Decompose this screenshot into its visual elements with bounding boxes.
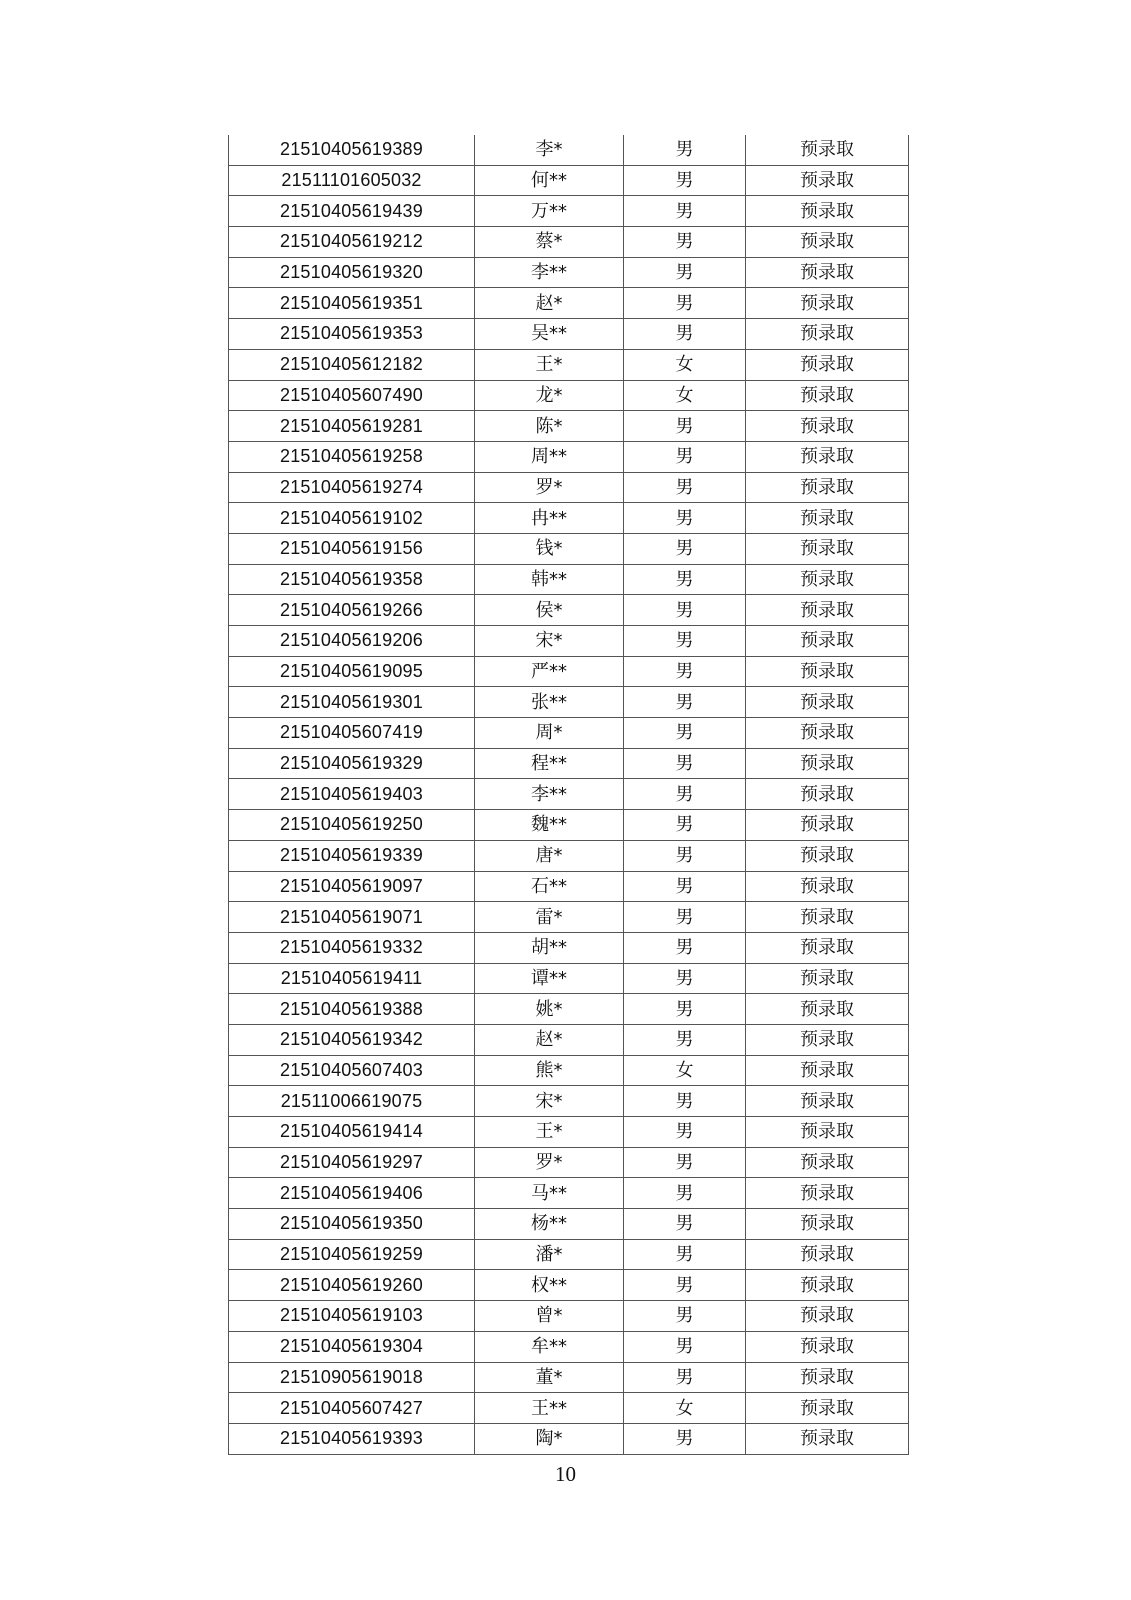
name-cell: 熊* xyxy=(475,1055,624,1086)
exam-number-cell: 21510405619350 xyxy=(229,1209,475,1240)
status-cell: 预录取 xyxy=(746,718,909,749)
gender-cell: 男 xyxy=(624,994,746,1025)
status-cell: 预录取 xyxy=(746,748,909,779)
status-cell: 预录取 xyxy=(746,1147,909,1178)
status-cell: 预录取 xyxy=(746,1362,909,1393)
name-cell: 王* xyxy=(475,1117,624,1148)
table-row xyxy=(229,1086,909,1117)
table-row xyxy=(229,687,909,718)
exam-number-cell: 21510405619358 xyxy=(229,564,475,595)
table-row xyxy=(229,411,909,442)
status-cell: 预录取 xyxy=(746,1301,909,1332)
status-cell: 预录取 xyxy=(746,227,909,258)
gender-cell: 男 xyxy=(624,963,746,994)
exam-number-cell: 21510405619259 xyxy=(229,1239,475,1270)
table-body xyxy=(229,135,909,1454)
status-cell: 预录取 xyxy=(746,564,909,595)
status-cell: 预录取 xyxy=(746,165,909,196)
name-cell: 严** xyxy=(475,656,624,687)
name-cell: 陈* xyxy=(475,411,624,442)
table-row xyxy=(229,319,909,350)
gender-cell: 男 xyxy=(624,748,746,779)
name-cell: 董* xyxy=(475,1362,624,1393)
status-cell: 预录取 xyxy=(746,135,909,165)
name-cell: 潘* xyxy=(475,1239,624,1270)
gender-cell: 男 xyxy=(624,1331,746,1362)
table-row xyxy=(229,1024,909,1055)
status-cell: 预录取 xyxy=(746,840,909,871)
table-row xyxy=(229,871,909,902)
exam-number-cell: 21510405619250 xyxy=(229,810,475,841)
gender-cell: 男 xyxy=(624,1209,746,1240)
status-cell: 预录取 xyxy=(746,810,909,841)
exam-number-cell: 21510405607419 xyxy=(229,718,475,749)
table-row xyxy=(229,626,909,657)
gender-cell: 男 xyxy=(624,411,746,442)
gender-cell: 男 xyxy=(624,165,746,196)
name-cell: 吴** xyxy=(475,319,624,350)
name-cell: 宋* xyxy=(475,626,624,657)
status-cell: 预录取 xyxy=(746,441,909,472)
name-cell: 王* xyxy=(475,349,624,380)
name-cell: 何** xyxy=(475,165,624,196)
gender-cell: 男 xyxy=(624,503,746,534)
name-cell: 唐* xyxy=(475,840,624,871)
table-row xyxy=(229,1209,909,1240)
gender-cell: 男 xyxy=(624,1270,746,1301)
name-cell: 李** xyxy=(475,257,624,288)
status-cell: 预录取 xyxy=(746,319,909,350)
table-row xyxy=(229,257,909,288)
gender-cell: 男 xyxy=(624,257,746,288)
exam-number-cell: 21510405619342 xyxy=(229,1024,475,1055)
status-cell: 预录取 xyxy=(746,1331,909,1362)
status-cell: 预录取 xyxy=(746,288,909,319)
admission-table xyxy=(228,135,904,1455)
exam-number-cell: 21510905619018 xyxy=(229,1362,475,1393)
table-row xyxy=(229,963,909,994)
name-cell: 陶* xyxy=(475,1423,624,1454)
gender-cell: 男 xyxy=(624,288,746,319)
name-cell: 赵* xyxy=(475,288,624,319)
name-cell: 牟** xyxy=(475,1331,624,1362)
gender-cell: 男 xyxy=(624,932,746,963)
exam-number-cell: 21510405607490 xyxy=(229,380,475,411)
gender-cell: 男 xyxy=(624,1147,746,1178)
gender-cell: 男 xyxy=(624,1117,746,1148)
table-row xyxy=(229,748,909,779)
status-cell: 预录取 xyxy=(746,932,909,963)
table-row xyxy=(229,1301,909,1332)
table-row xyxy=(229,533,909,564)
name-cell: 蔡* xyxy=(475,227,624,258)
name-cell: 周** xyxy=(475,441,624,472)
table-row xyxy=(229,1393,909,1424)
table-row xyxy=(229,196,909,227)
status-cell: 预录取 xyxy=(746,1393,909,1424)
status-cell: 预录取 xyxy=(746,1055,909,1086)
gender-cell: 男 xyxy=(624,1301,746,1332)
exam-number-cell: 21510405619304 xyxy=(229,1331,475,1362)
exam-number-cell: 21510405619388 xyxy=(229,994,475,1025)
name-cell: 程** xyxy=(475,748,624,779)
exam-number-cell: 21510405607427 xyxy=(229,1393,475,1424)
exam-number-cell: 21510405619266 xyxy=(229,595,475,626)
name-cell: 谭** xyxy=(475,963,624,994)
gender-cell: 男 xyxy=(624,718,746,749)
gender-cell: 女 xyxy=(624,349,746,380)
gender-cell: 男 xyxy=(624,1423,746,1454)
exam-number-cell: 21510405619393 xyxy=(229,1423,475,1454)
table-row xyxy=(229,1331,909,1362)
exam-number-cell: 21510405619332 xyxy=(229,932,475,963)
status-cell: 预录取 xyxy=(746,503,909,534)
name-cell: 胡** xyxy=(475,932,624,963)
exam-number-cell: 21510405619097 xyxy=(229,871,475,902)
name-cell: 李* xyxy=(475,135,624,165)
exam-number-cell: 21510405619103 xyxy=(229,1301,475,1332)
table-row xyxy=(229,165,909,196)
gender-cell: 男 xyxy=(624,1024,746,1055)
name-cell: 韩** xyxy=(475,564,624,595)
table-row xyxy=(229,656,909,687)
status-cell: 预录取 xyxy=(746,349,909,380)
table-row xyxy=(229,840,909,871)
gender-cell: 男 xyxy=(624,227,746,258)
gender-cell: 男 xyxy=(624,319,746,350)
gender-cell: 男 xyxy=(624,135,746,165)
gender-cell: 男 xyxy=(624,687,746,718)
exam-number-cell: 21510405619258 xyxy=(229,441,475,472)
exam-number-cell: 21510405619156 xyxy=(229,533,475,564)
gender-cell: 女 xyxy=(624,1393,746,1424)
exam-number-cell: 21510405619329 xyxy=(229,748,475,779)
exam-number-cell: 21510405619260 xyxy=(229,1270,475,1301)
exam-number-cell: 21511006619075 xyxy=(229,1086,475,1117)
table-row xyxy=(229,1147,909,1178)
status-cell: 预录取 xyxy=(746,902,909,933)
gender-cell: 男 xyxy=(624,871,746,902)
exam-number-cell: 21510405619320 xyxy=(229,257,475,288)
table-row xyxy=(229,564,909,595)
table-row xyxy=(229,288,909,319)
exam-number-cell: 21510405619095 xyxy=(229,656,475,687)
table-row xyxy=(229,1055,909,1086)
gender-cell: 男 xyxy=(624,902,746,933)
name-cell: 龙* xyxy=(475,380,624,411)
table-row xyxy=(229,1423,909,1454)
table-row xyxy=(229,1117,909,1148)
gender-cell: 男 xyxy=(624,1362,746,1393)
table-row xyxy=(229,1270,909,1301)
status-cell: 预录取 xyxy=(746,1086,909,1117)
status-cell: 预录取 xyxy=(746,779,909,810)
status-cell: 预录取 xyxy=(746,1024,909,1055)
exam-number-cell: 21510405619351 xyxy=(229,288,475,319)
table-row xyxy=(229,349,909,380)
name-cell: 李** xyxy=(475,779,624,810)
status-cell: 预录取 xyxy=(746,1239,909,1270)
exam-number-cell: 21510405619071 xyxy=(229,902,475,933)
gender-cell: 男 xyxy=(624,595,746,626)
table-row xyxy=(229,380,909,411)
name-cell: 侯* xyxy=(475,595,624,626)
table-row xyxy=(229,902,909,933)
status-cell: 预录取 xyxy=(746,595,909,626)
table-row xyxy=(229,227,909,258)
name-cell: 张** xyxy=(475,687,624,718)
name-cell: 杨** xyxy=(475,1209,624,1240)
table-row xyxy=(229,1178,909,1209)
exam-number-cell: 21510405619353 xyxy=(229,319,475,350)
name-cell: 罗* xyxy=(475,1147,624,1178)
table-row xyxy=(229,932,909,963)
gender-cell: 男 xyxy=(624,840,746,871)
status-cell: 预录取 xyxy=(746,963,909,994)
status-cell: 预录取 xyxy=(746,656,909,687)
gender-cell: 男 xyxy=(624,196,746,227)
status-cell: 预录取 xyxy=(746,1178,909,1209)
table-row xyxy=(229,718,909,749)
exam-number-cell: 21511101605032 xyxy=(229,165,475,196)
gender-cell: 男 xyxy=(624,1178,746,1209)
exam-number-cell: 21510405619301 xyxy=(229,687,475,718)
status-cell: 预录取 xyxy=(746,1209,909,1240)
status-cell: 预录取 xyxy=(746,1117,909,1148)
gender-cell: 男 xyxy=(624,441,746,472)
name-cell: 冉** xyxy=(475,503,624,534)
exam-number-cell: 21510405619274 xyxy=(229,472,475,503)
name-cell: 万** xyxy=(475,196,624,227)
table-row xyxy=(229,1362,909,1393)
gender-cell: 男 xyxy=(624,626,746,657)
exam-number-cell: 21510405612182 xyxy=(229,349,475,380)
status-cell: 预录取 xyxy=(746,196,909,227)
name-cell: 赵* xyxy=(475,1024,624,1055)
gender-cell: 男 xyxy=(624,533,746,564)
gender-cell: 男 xyxy=(624,472,746,503)
name-cell: 权** xyxy=(475,1270,624,1301)
exam-number-cell: 21510405619297 xyxy=(229,1147,475,1178)
table-row xyxy=(229,503,909,534)
exam-number-cell: 21510405619339 xyxy=(229,840,475,871)
table-row xyxy=(229,810,909,841)
gender-cell: 男 xyxy=(624,656,746,687)
name-cell: 雷* xyxy=(475,902,624,933)
exam-number-cell: 21510405619102 xyxy=(229,503,475,534)
table-row xyxy=(229,1239,909,1270)
name-cell: 魏** xyxy=(475,810,624,841)
gender-cell: 女 xyxy=(624,380,746,411)
status-cell: 预录取 xyxy=(746,380,909,411)
exam-number-cell: 21510405619439 xyxy=(229,196,475,227)
table-row xyxy=(229,994,909,1025)
gender-cell: 男 xyxy=(624,1239,746,1270)
table-row xyxy=(229,595,909,626)
exam-number-cell: 21510405619411 xyxy=(229,963,475,994)
name-cell: 姚* xyxy=(475,994,624,1025)
gender-cell: 男 xyxy=(624,1086,746,1117)
status-cell: 预录取 xyxy=(746,1270,909,1301)
gender-cell: 男 xyxy=(624,779,746,810)
name-cell: 曾* xyxy=(475,1301,624,1332)
table-row xyxy=(229,472,909,503)
page-number: 10 xyxy=(555,1462,576,1486)
exam-number-cell: 21510405619406 xyxy=(229,1178,475,1209)
gender-cell: 女 xyxy=(624,1055,746,1086)
name-cell: 罗* xyxy=(475,472,624,503)
name-cell: 钱* xyxy=(475,533,624,564)
status-cell: 预录取 xyxy=(746,687,909,718)
exam-number-cell: 21510405619389 xyxy=(229,135,475,165)
name-cell: 宋* xyxy=(475,1086,624,1117)
exam-number-cell: 21510405619206 xyxy=(229,626,475,657)
gender-cell: 男 xyxy=(624,810,746,841)
status-cell: 预录取 xyxy=(746,871,909,902)
name-cell: 石** xyxy=(475,871,624,902)
exam-number-cell: 21510405619403 xyxy=(229,779,475,810)
name-cell: 周* xyxy=(475,718,624,749)
exam-number-cell: 21510405619281 xyxy=(229,411,475,442)
status-cell: 预录取 xyxy=(746,994,909,1025)
status-cell: 预录取 xyxy=(746,1423,909,1454)
gender-cell: 男 xyxy=(624,564,746,595)
table-row xyxy=(229,441,909,472)
exam-number-cell: 21510405619414 xyxy=(229,1117,475,1148)
name-cell: 王** xyxy=(475,1393,624,1424)
status-cell: 预录取 xyxy=(746,472,909,503)
status-cell: 预录取 xyxy=(746,411,909,442)
status-cell: 预录取 xyxy=(746,533,909,564)
exam-number-cell: 21510405607403 xyxy=(229,1055,475,1086)
status-cell: 预录取 xyxy=(746,626,909,657)
table-row xyxy=(229,135,909,165)
name-cell: 马** xyxy=(475,1178,624,1209)
exam-number-cell: 21510405619212 xyxy=(229,227,475,258)
table-row xyxy=(229,779,909,810)
status-cell: 预录取 xyxy=(746,257,909,288)
